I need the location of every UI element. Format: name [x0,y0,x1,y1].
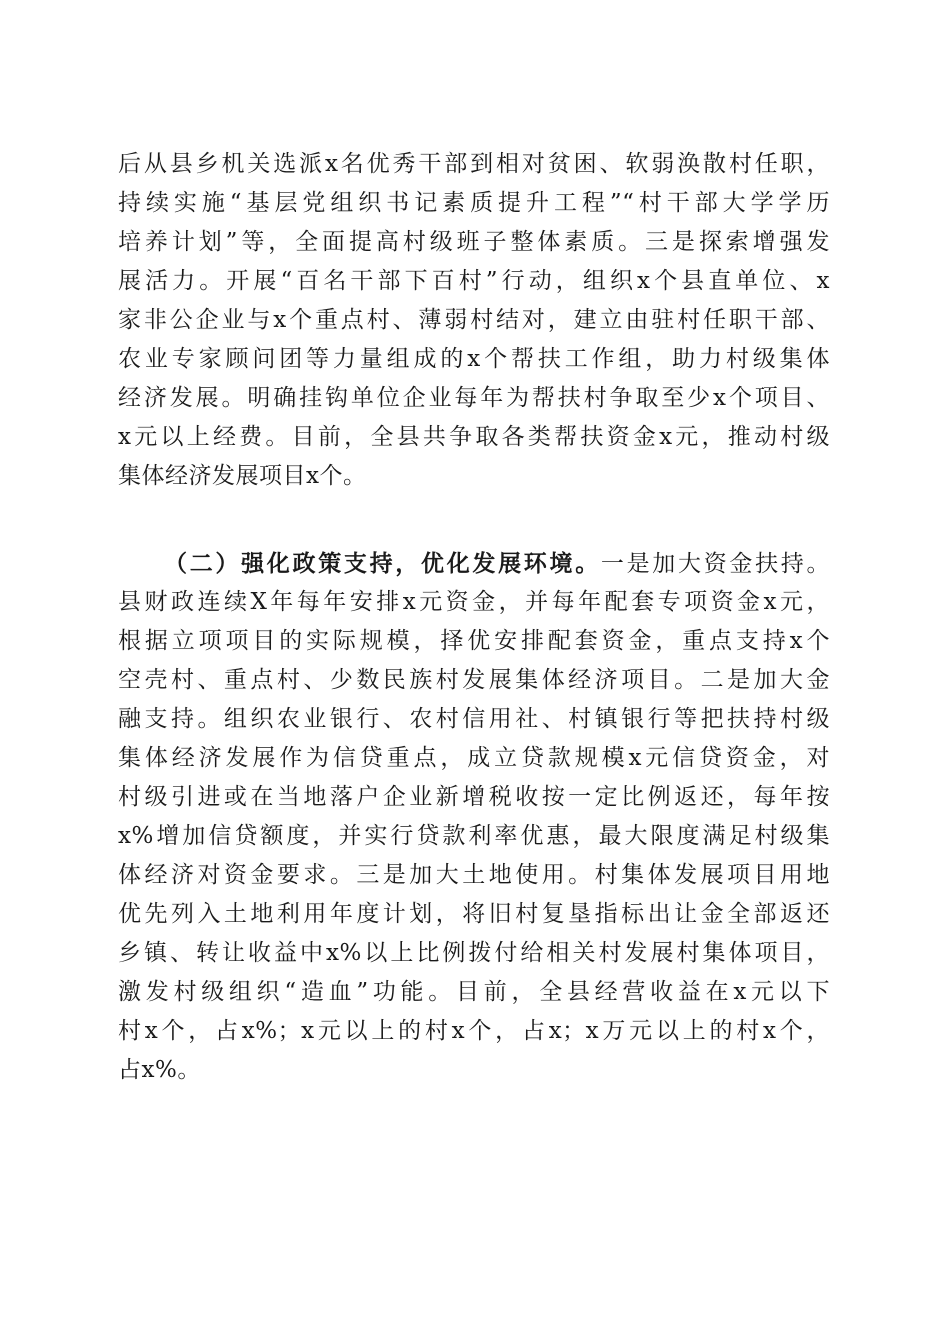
paragraph-line: 空壳村、重点村、少数民族村发展集体经济项目。二是加大金 [118,667,830,693]
paragraph-line: 展活力。开展“百名干部下百村”行动，组织x个县直单位、x [118,268,830,294]
paragraph-line: 县财政连续X年每年安排x元资金，并每年配套专项资金x元， [118,589,830,615]
paragraph-line: 优先列入土地利用年度计划，将旧村复垦指标出让金全部返还 [118,901,830,927]
paragraph-2 [118,544,830,1090]
paragraph-line: 持续实施“基层党组织书记素质提升工程”“村干部大学学历 [118,190,830,216]
paragraph-1 [118,145,830,496]
paragraph-first-line [118,544,830,583]
paragraph-line: 激发村级组织“造血”功能。目前，全县经营收益在x元以下 [118,979,830,1005]
heading-continuation: 一是加大资金扶持。 [600,551,831,577]
paragraph-line: 家非公企业与x个重点村、薄弱村结对，建立由驻村任职干部、 [118,307,830,333]
paragraph-line: 村级引进或在当地落户企业新增税收按一定比例返还，每年按 [118,784,830,810]
paragraph-line: 经济发展。明确挂钩单位企业每年为帮扶村争取至少x个项目、 [118,385,830,411]
paragraph-line: 体经济对资金要求。三是加大土地使用。村集体发展项目用地 [118,862,830,888]
paragraph-line: 融支持。组织农业银行、农村信用社、村镇银行等把扶持村级 [118,706,830,732]
paragraph-line: 集体经济发展作为信贷重点，成立贷款规模x元信贷资金，对 [118,745,830,771]
paragraph-line: 农业专家顾问团等力量组成的x个帮扶工作组，助力村级集体 [118,346,830,372]
paragraph-line: 集体经济发展项目x个。 [118,463,367,489]
paragraph-line: x%增加信贷额度，并实行贷款利率优惠，最大限度满足村级集 [118,823,830,849]
paragraph-line: 根据立项项目的实际规模，择优安排配套资金，重点支持x个 [118,628,830,654]
section-heading: （二）强化政策支持，优化发展环境。 [164,550,601,577]
paragraph-line: 村x个，占x%；x元以上的村x个，占x；x万元以上的村x个， [118,1018,830,1044]
paragraph-line: x元以上经费。目前，全县共争取各类帮扶资金x元，推动村级 [118,424,830,450]
paragraph-line: 培养计划”等，全面提高村级班子整体素质。三是探索增强发 [118,229,830,255]
paragraph-line: 占x%。 [118,1057,201,1083]
paragraph-line: 后从县乡机关选派x名优秀干部到相对贫困、软弱涣散村任职， [118,151,830,177]
paragraph-line: 乡镇、转让收益中x%以上比例拨付给相关村发展村集体项目， [118,940,830,966]
